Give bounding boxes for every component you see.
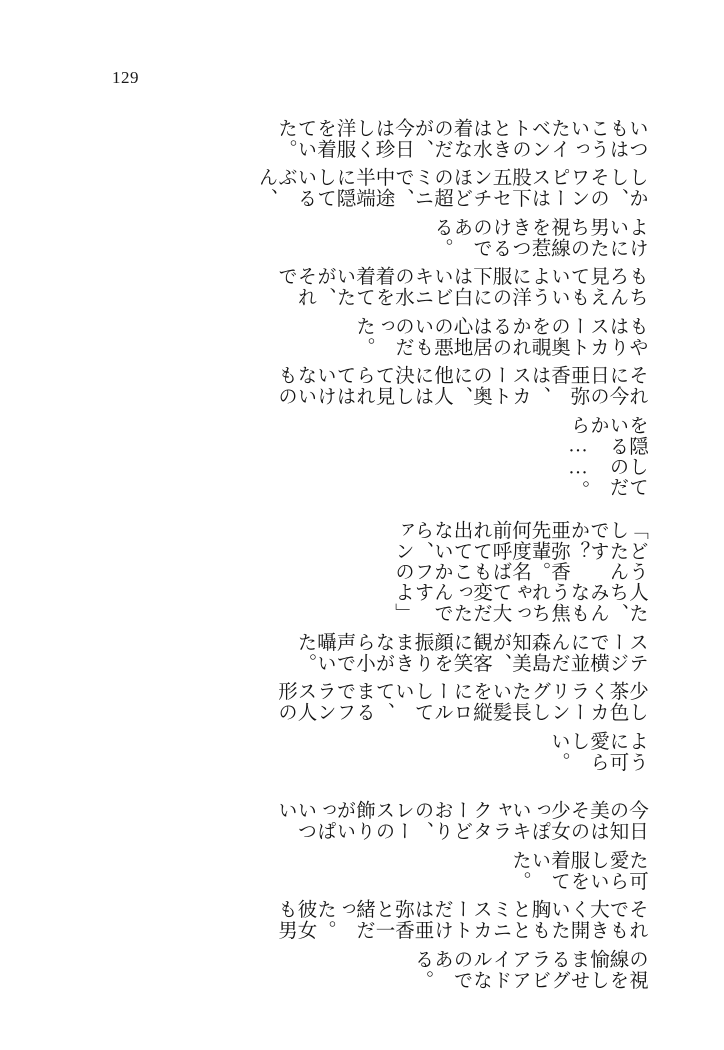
text-column: それに今日の亜弥香は、スカートの奥に、他人には決して見られてはいけないもの: [275, 365, 647, 407]
text-column: もやはりスカートの奥を覗かれるのは居心地の悪いものだった。: [353, 315, 647, 358]
text-column: いつもはこういったイベントのときは水着なのだが、今日は珍しく洋服を着ていた。: [275, 118, 647, 160]
body-text-block: [86, 118, 646, 998]
text-column: た可愛らしい服を着ていた。: [509, 849, 647, 891]
text-column: を隠しているのだから……。: [567, 414, 647, 501]
text-column: の視線を愉しませるグラビアアイドルなのである。: [411, 948, 647, 990]
text-column: 少し茶色くカラーリングした長い髪を縦にロールしていて、まるでフランス人形の: [275, 681, 647, 723]
page-number: 129: [112, 68, 139, 87]
text-column: 人たち、みんなもう焦れちゃって大変だったんですよ」: [392, 582, 647, 624]
text-column: 「どうしたんですか？ 亜弥香先輩。何度名前呼ばれても出てこないから、ファンの: [392, 520, 647, 583]
text-column: しかし、そのワンピースは股下五センチほどの超ミニで、中途半端に隠しているぶん、: [255, 167, 647, 209]
text-column: よけいに男たちの視線を惹きつけるのである。: [431, 216, 647, 259]
text-column: 今日の知美はその少女っぽいキャラクターどおりの、レースの飾りがいっぱいつい: [275, 800, 647, 842]
text-column: ステージで横に並んだ森島知美が、観客に笑顔を振りまきながら小声で囁いた。: [294, 631, 647, 673]
text-column: もちろん見えてもいいように洋服の下には白いビキニの水着を着ていたが、それで: [275, 266, 647, 308]
text-column: ように可愛らしい。: [548, 730, 647, 772]
text-column: それでも大きく開いた胸もととミニスカートだけは亜弥香と一緒だった。彼女も男: [275, 899, 647, 941]
